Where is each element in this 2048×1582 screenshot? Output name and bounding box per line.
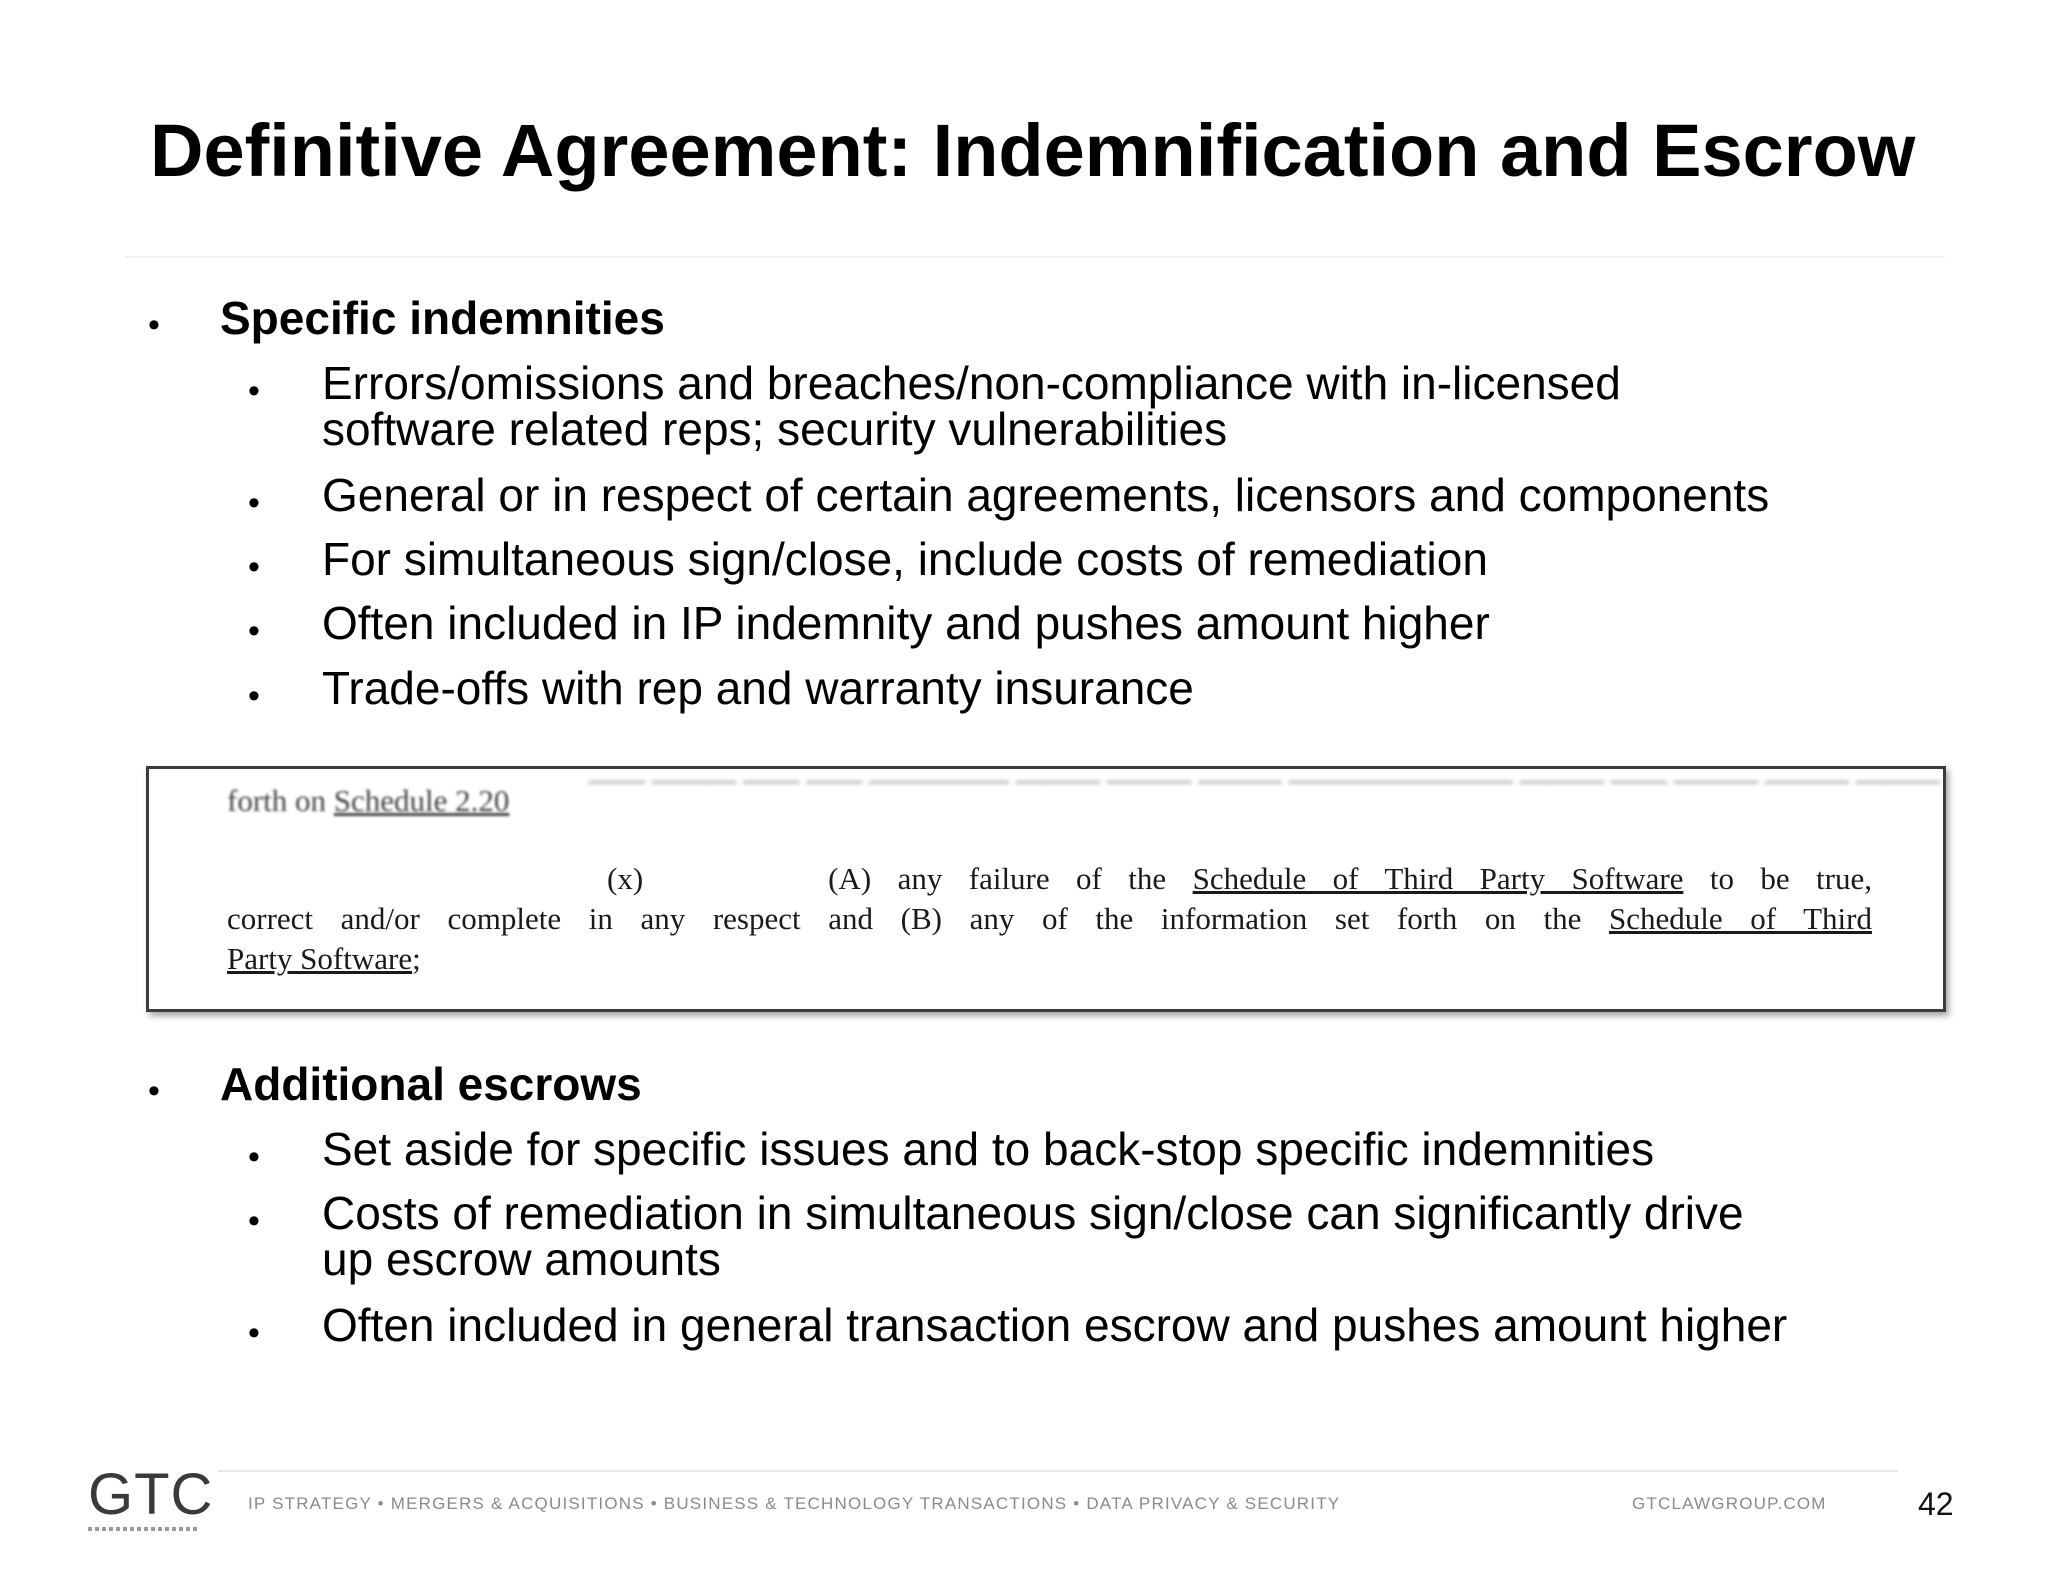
bullet-marker: • <box>248 1202 260 1240</box>
section-heading: Specific indemnities <box>220 292 665 344</box>
bullet-marker: • <box>248 372 260 410</box>
footer-tagline: IP STRATEGY • MERGERS & ACQUISITIONS • BUSINESS & TECHNOLOGY TRANSACTIONS • DATA PRIVACY & SECURITY <box>248 1494 1341 1513</box>
footer-divider <box>218 1470 1898 1472</box>
section-heading: Additional escrows <box>220 1058 642 1110</box>
bullet-marker: • <box>248 1314 260 1352</box>
logo-underline <box>88 1527 198 1531</box>
list-item: General or in respect of certain agreements, licensors and components <box>322 469 1770 521</box>
slide-title: Definitive Agreement: Indemnification and Escrow <box>150 109 1916 192</box>
list-item: Often included in general transaction escrow and pushes amount higher <box>322 1299 1788 1351</box>
list-item: Trade-offs with rep and warranty insurance <box>322 662 1194 714</box>
bullet-marker: • <box>148 306 160 344</box>
excerpt-cropped-text: —— ——— —— —— ————— ——— ——— ——— ———————— ——— —— ——— ——— ——— <box>589 766 1940 796</box>
list-item: Often included in IP indemnity and pushes amount higher <box>322 597 1490 649</box>
company-logo: GTC <box>88 1462 214 1527</box>
title-divider <box>125 256 1945 258</box>
list-item: For simultaneous sign/close, include costs of remediation <box>322 533 1488 585</box>
list-item: Costs of remediation in simultaneous sign/close can significantly drive up escrow amounts <box>322 1187 1744 1285</box>
bullet-marker: • <box>248 612 260 650</box>
bullet-marker: • <box>148 1072 160 1110</box>
contract-excerpt <box>146 766 1946 1012</box>
bullet-marker: • <box>248 548 260 586</box>
page-number: 42 <box>1918 1486 1954 1522</box>
excerpt-clause: (x) (A) any failure of the Schedule of Third Party Software to be true, correct and/or complete in any respect and (B) any of the information set forth on the Schedule of Third Party Software; <box>227 861 1872 976</box>
footer-website: GTCLAWGROUP.COM <box>1632 1494 1827 1513</box>
excerpt-top-line: forth on Schedule 2.20 <box>227 783 510 818</box>
bullet-marker: • <box>248 677 260 715</box>
list-item: Set aside for specific issues and to back-stop specific indemnities <box>322 1123 1655 1175</box>
bullet-marker: • <box>248 484 260 522</box>
list-item: Errors/omissions and breaches/non-compliance with in-licensed software related reps; security vulnerabilities <box>322 357 1621 455</box>
bullet-marker: • <box>248 1138 260 1176</box>
